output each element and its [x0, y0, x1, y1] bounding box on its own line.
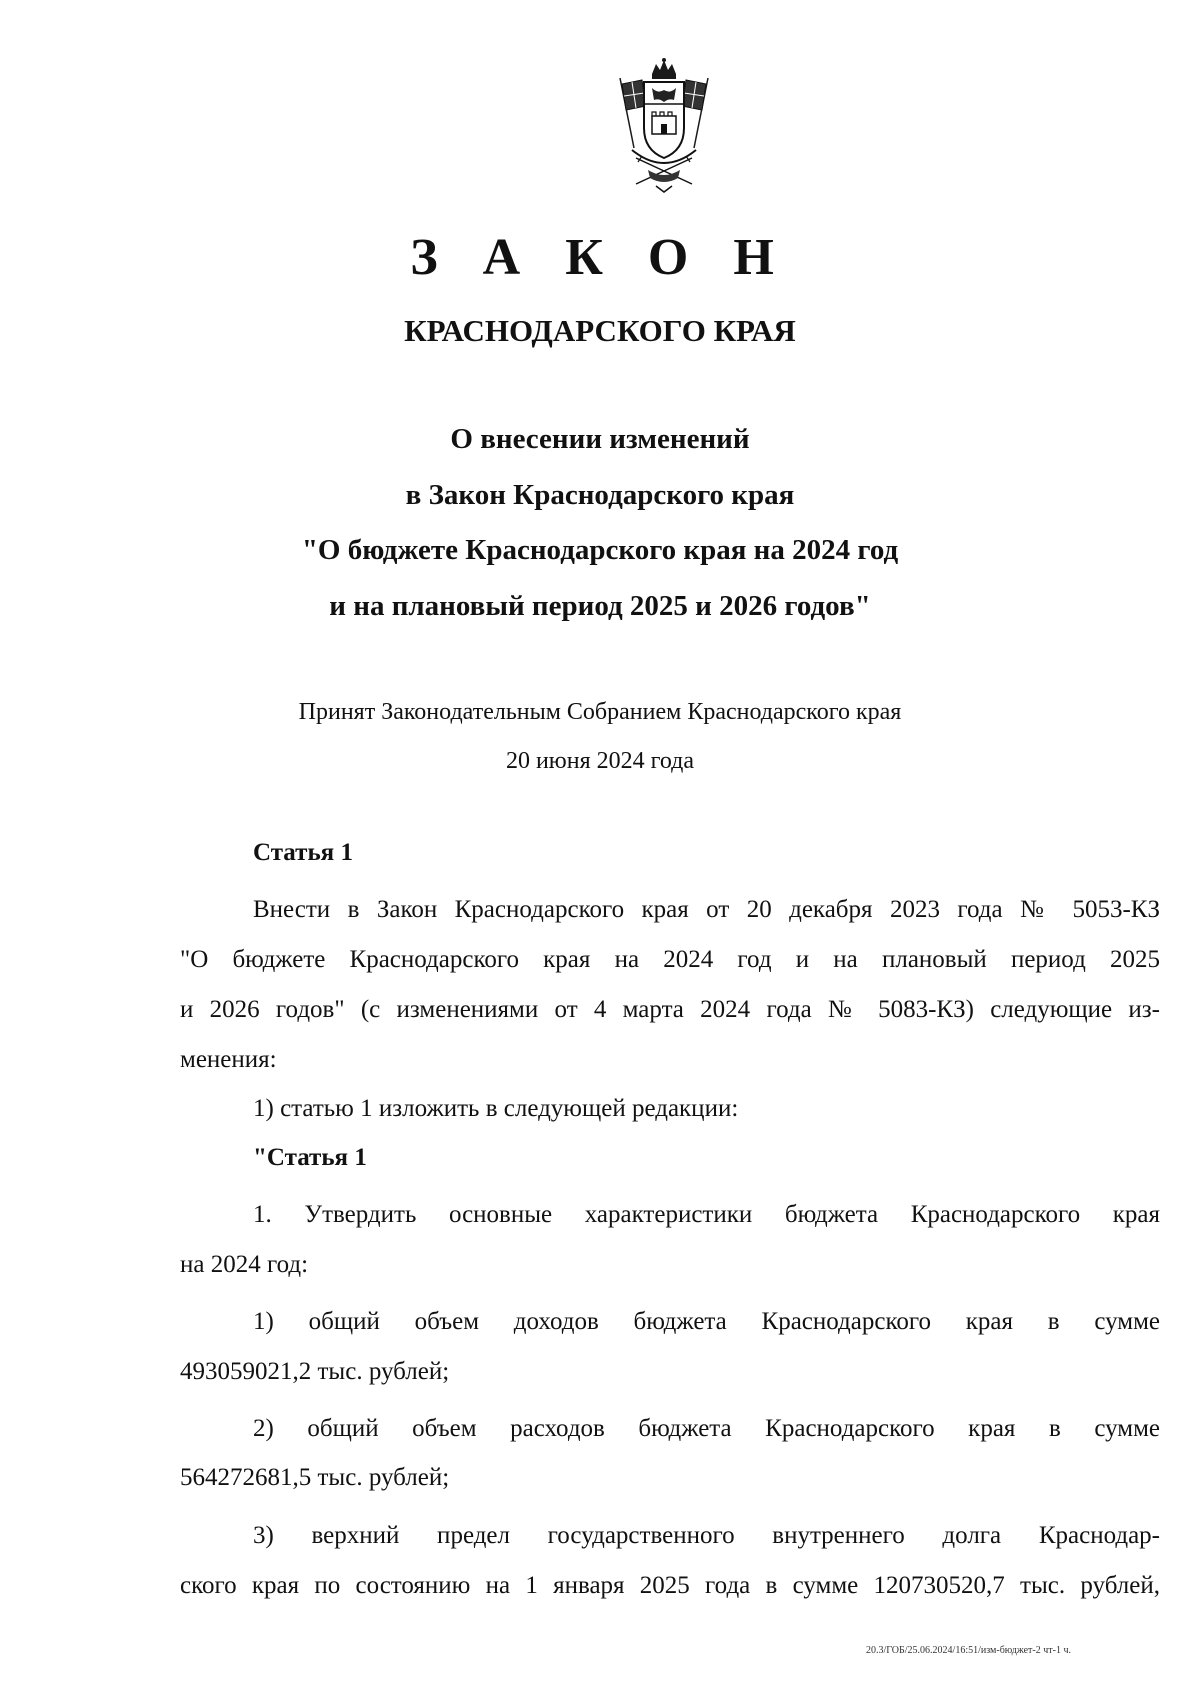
list-item: 1) статью 1 изложить в следующей редакции:: [253, 1095, 739, 1122]
adoption-date: 20 июня 2024 года: [505, 748, 695, 774]
paragraph-line: Внести в Закон Краснодарского края от 20 декабря 2023 года № 5053-КЗ: [253, 896, 1160, 923]
document-code: 20.3/ГОБ/25.06.2024/16:51/изм-бюджет-2 чт-1 ч.: [866, 1645, 1072, 1656]
adoption-statement: Принят Законодательным Собранием Краснодарского края: [298, 699, 902, 725]
region-heading: КРАСНОДАРСКОГО КРАЯ: [404, 313, 796, 348]
law-heading: З А К О Н: [410, 229, 790, 286]
list-item: 1) общий объем доходов бюджета Краснодарского края в сумме: [253, 1308, 1160, 1335]
list-item: ского края по состоянию на 1 января 2025 года в сумме 120730520,7 тыс. рублей,: [180, 1572, 1160, 1599]
quoted-article-heading: "Статья 1: [253, 1144, 367, 1171]
list-item: 3) верхний предел государственного внутреннего долга Краснодар-: [253, 1522, 1160, 1549]
article-heading: Статья 1: [253, 839, 353, 866]
paragraph-line: менения:: [180, 1046, 277, 1073]
paragraph-line: на 2024 год:: [180, 1251, 309, 1278]
paragraph-line: 1. Утвердить основные характеристики бюджета Краснодарского края: [253, 1201, 1160, 1228]
list-item: 2) общий объем расходов бюджета Краснодарского края в сумме: [253, 1415, 1160, 1442]
paragraph-line: и 2026 годов" (с изменениями от 4 марта 2024 года № 5083-КЗ) следующие из-: [180, 996, 1160, 1023]
paragraph-line: "О бюджете Краснодарского края на 2024 год и на плановый период 2025: [180, 946, 1160, 973]
list-item: 493059021,2 тыс. рублей;: [180, 1358, 450, 1385]
coat-of-arms-icon: [612, 58, 716, 194]
list-item: 564272681,5 тыс. рублей;: [180, 1464, 450, 1491]
document-title-line: в Закон Краснодарского края: [405, 479, 795, 511]
document-title-line: "О бюджете Краснодарского края на 2024 год: [301, 534, 899, 566]
document-title-line: О внесении изменений: [450, 423, 750, 455]
document-title-line: и на плановый период 2025 и 2026 годов": [329, 590, 871, 622]
